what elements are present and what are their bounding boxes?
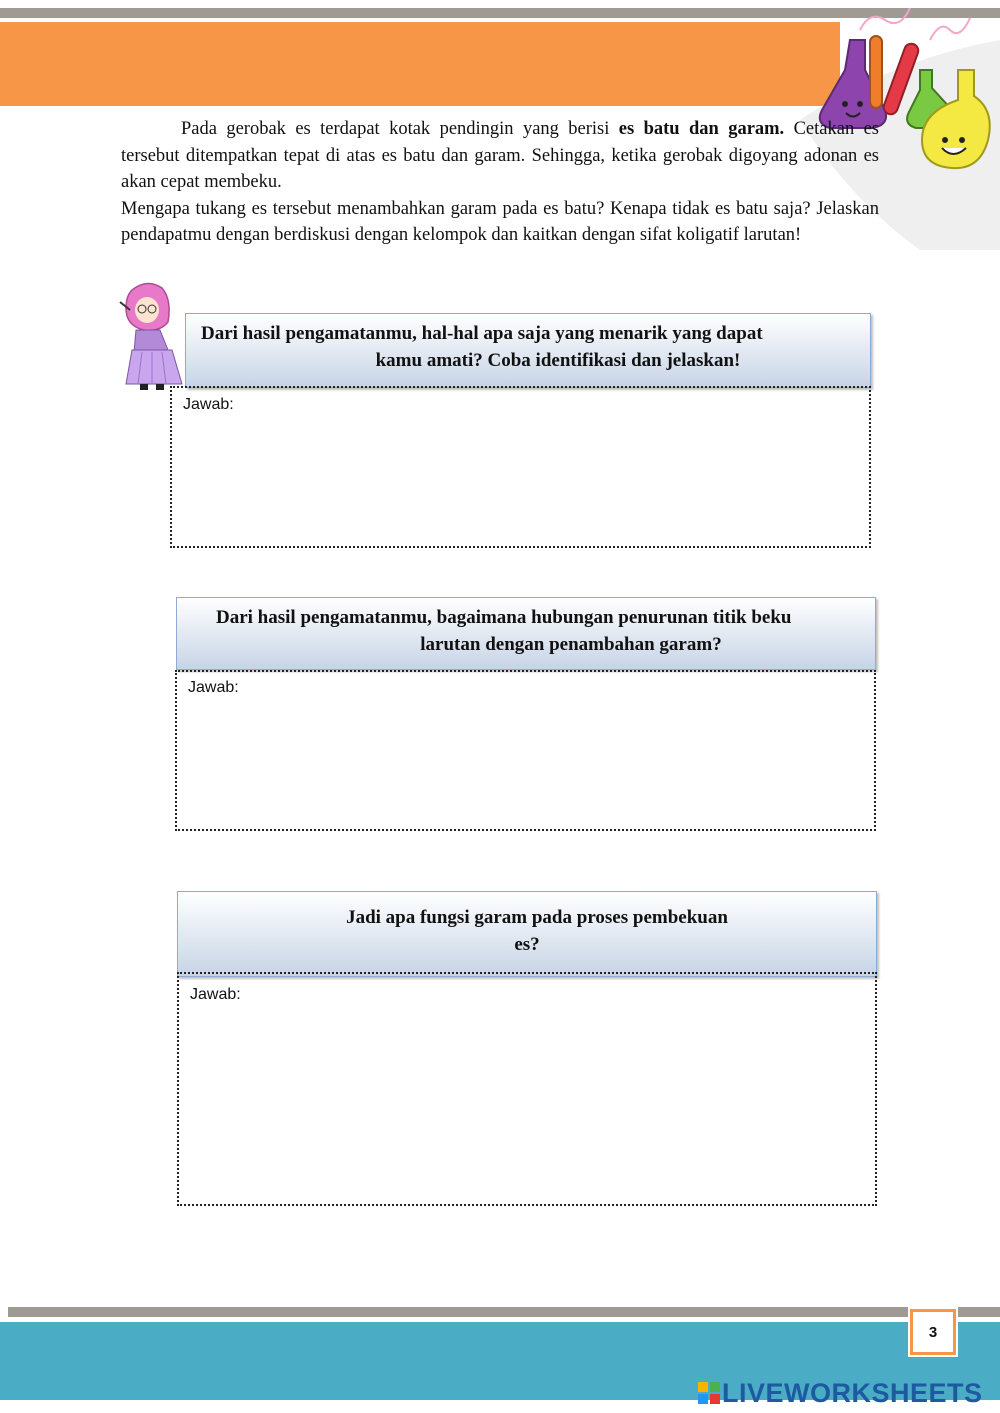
- header-orange-banner: [0, 22, 840, 106]
- page-number: 3: [910, 1309, 956, 1355]
- question-box-3: [177, 891, 877, 977]
- liveworksheets-text: LIVEWORKSHEETS: [722, 1377, 983, 1408]
- footer-gray-bar: [8, 1307, 1000, 1317]
- question-2-line-2: larutan dengan penambahan garam?: [420, 634, 722, 655]
- question-1-line-1: Dari hasil pengamatanmu, hal-hal apa saja yang menarik yang dapat: [201, 323, 763, 344]
- liveworksheets-watermark: [698, 1376, 983, 1410]
- answer-label-2: Jawab:: [188, 679, 239, 696]
- intro-p1-text-end: Cetakan es tersebut ditempatkan tepat di atas es batu dan garam. Sehingga, ketika gerobak digoyang adonan es akan cepat membeku.: [121, 119, 879, 192]
- question-2-line-1: Dari hasil pengamatanmu, bagaimana hubungan penurunan titik beku: [216, 607, 792, 628]
- answer-area-3[interactable]: [177, 972, 877, 1206]
- hijab-girl-illustration: [112, 280, 192, 392]
- answer-area-2[interactable]: [175, 670, 876, 831]
- intro-paragraph-2: Mengapa tukang es tersebut menambahkan garam pada es batu? Kenapa tidak es batu saja? Jelaskan pendapatmu dengan berdiskusi dengan kelompok dan kaitkan dengan sifat koligatif larutan!: [121, 198, 879, 245]
- answer-area-1[interactable]: [170, 386, 871, 548]
- liveworksheets-logo-icon: [698, 1382, 720, 1404]
- question-3-line-2: es?: [514, 934, 540, 955]
- answer-label-3: Jawab:: [190, 986, 241, 1003]
- question-1-line-2: kamu amati? Coba identifikasi dan jelaskan!: [375, 350, 741, 371]
- answer-label-1: Jawab:: [183, 396, 234, 413]
- intro-p1-bold: es batu dan garam.: [618, 119, 785, 139]
- intro-text: [121, 116, 879, 249]
- intro-paragraph-1: [121, 116, 879, 196]
- question-3-line-1: Jadi apa fungsi garam pada proses pembekuan: [346, 907, 728, 928]
- question-box-1: [185, 313, 871, 388]
- intro-p1-text: Pada gerobak es terdapat kotak pendingin yang berisi: [181, 119, 619, 139]
- question-box-2: [176, 597, 876, 670]
